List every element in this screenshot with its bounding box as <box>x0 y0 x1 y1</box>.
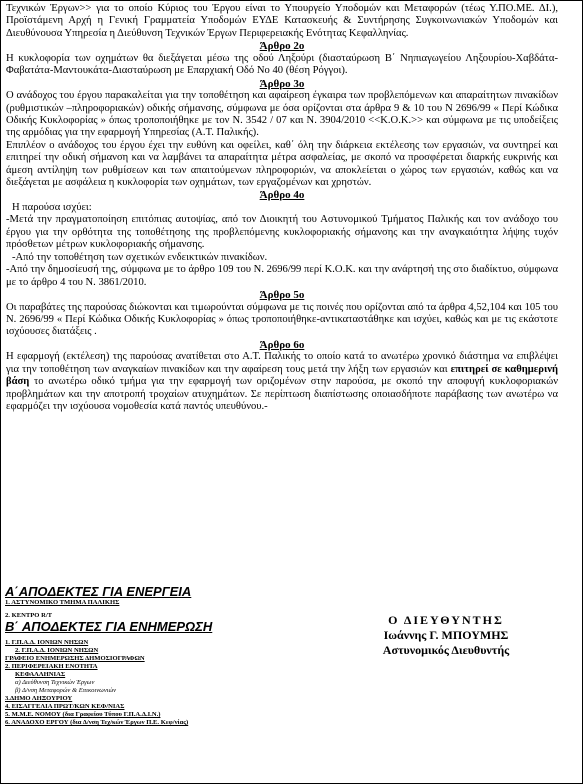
energy-recipients-title: Α΄ΑΠΟΔΕΚΤΕΣ ΓΙΑ ΕΝΕΡΓΕΙΑ <box>5 584 192 599</box>
info-recipient: 6. ΑΝΑΔΟΧΟ ΕΡΓΟΥ (δια Δ/νση Τεχ/κών Έργων Π.Ε. Κεφ/νίας) <box>5 719 189 726</box>
article-5-text: Οι παραβάτες της παρούσας διώκονται και τιμωρούνται σύμφωνα με τις ποινές που ορίζονται από τα άρθρα 4,52,104 και 105 του Ν. 2696/99 « Περί Κώδικα Οδικής Κυκλοφορίας » όπως τροποποιήθηκε-αντικαταστάθηκε και ισχύει, καθώς και με τις εκάστοτε ισχύουσες διατάξεις . <box>6 301 558 338</box>
article-4-item-1: -Μετά την πραγματοποίηση επιτόπιας αυτοψίας, από τον Διοικητή του Αστυνομικού Τμήματος Παλικής και τον ανάδοχο του έργου για την ορθότητα της τοποθέτησης της προβλεπόμενης κυκλοφοριακής σήμανσης και την αναγκαιότητα λήψης τυχόν πρόσθετων μέτρων κυκλοφοριακής σήμανσης. <box>6 214 558 251</box>
article-3-text-2: Επιπλέον ο ανάδοχος του έργου έχει την ευθύνη και οφείλει, καθ΄ όλη την διάρκεια εκτέλεσης των εργασιών, να συντηρεί και επιτηρεί την οδική σήμανση και να λαμβάνει τα απαραίτητα μέτρα ασφαλείας, με σκοπό να προσφέρεται διαρκής ευκρινής και άμεση αντίληψη των ρυθμίσεων και των απαιτούμενων πληροφοριών, να αποκλείεται ο χώρος των εργασιών, καθώς και να διεξάγεται με ασφάλεια η κυκλοφορία των οχημάτων, των εργαζομένων και χρηστών. <box>6 139 558 189</box>
article-3-text-1: Ο ανάδοχος του έργου παρακαλείται για την τοποθέτηση και αφαίρεση έγκαιρα των προβλεπόμενων και απαραίτητων πινακίδων (ρυθμιστικών –πληροφοριακών) οδικής σήμανσης, σύμφωνα με όσα ορίζονται στα άρθρα 9 & 10 του Ν 2696/99 « Περί Κώδικα Οδικής Κυκλοφορίας » όπως τροποποιήθηκε με τον Ν. 3542 / 07 και Ν. 3904/2010 <<Κ.Ο.Κ.>> και σύμφωνα με τις υποδείξεις της αρμόδιας για την εφαρμογή Υπηρεσίας (Α.Τ. Παλικής). <box>6 90 558 139</box>
info-recipient: 3.ΔΗΜΟ ΛΗΞΟΥΡΙΟΥ <box>5 695 73 702</box>
article-4-intro: Η παρούσα ισχύει: <box>12 202 92 214</box>
article-5-heading: Άρθρο 5ο <box>259 288 305 301</box>
intro-paragraph: Τεχνικών Έργων>> για το οποίο Κύριος του Έργου είναι το Υπουργείο Υποδομών και Μεταφορών (τέως Υ.ΠΟ.ΜΕ. ΔΙ.), Προϊστάμενη Αρχή η Γενική Γραμματεία Υποδομών ΕΥΔΕ Κατασκευής & Συντήρησης Συγκοινωνιακών Υποδομών και Διευθύνουσα Υπηρεσία η Διεύθυνση Τεχνικών Έργων Περιφερειακής Ενότητας Κεφαλληνίας. <box>6 3 558 39</box>
article-6-text-a: Η εφαρμογή (εκτέλεση) της παρούσας ανατίθεται στο Α.Τ. Παλικής το οποίο κατά το ανωτέρω χρονικό διάστημα να επιβλέψει για την τοποθέτηση των αναγκαίων πινακίδων και την αφαίρεση τους μετά την λήξη των εργασιών και <box>6 351 558 375</box>
article-4-item-3: -Από την δημοσίευσή της, σύμφωνα με το άρθρο 109 του Ν. 2696/99 περί Κ.Ο.Κ. και την ανάρτησή της στο διαδίκτυο, σύμφωνα με το άρθρο 4 του Ν. 3861/2010. <box>6 264 558 288</box>
info-recipient: 2. Γ.Π.Α.Δ. ΙΟΝΙΩΝ ΝΗΣΩΝ <box>15 647 99 654</box>
energy-recipient: 1. ΑΣΤΥΝΟΜΙΚΟ ΤΜΗΜΑ ΠΑΛΙΚΗΣ <box>5 599 120 606</box>
info-recipient: 2. ΠΕΡΙΦΕΡΕΙΑΚΗ ΕΝΟΤΗΤΑ <box>5 663 98 670</box>
article-4-heading: Άρθρο 4ο <box>259 189 305 202</box>
recipients-block <box>5 585 305 727</box>
article-3-heading: Άρθρο 3ο <box>259 77 305 90</box>
article-2-heading: Άρθρο 2ο <box>259 40 305 53</box>
info-recipients-title: Β΄ ΑΠΟΔΕΚΤΕΣ ΓΙΑ ΕΝΗΜΕΡΩΣΗ <box>5 619 213 634</box>
info-recipient: β) Δ/νση Μεταφορών & Επικοινωνιών <box>15 687 117 694</box>
signature-title: Ο ΔΙΕΥΘΥΝΤΗΣ <box>388 613 504 627</box>
info-recipient: 5. Μ.Μ.Ε. ΝΟΜΟΥ (δια Γραφείου Τύπου Γ.Π.Α.Δ.Ι.Ν.) <box>5 711 161 718</box>
signature-name: Ιωάννης Γ. ΜΠΟΥΜΗΣ <box>383 628 509 642</box>
article-6-heading: Άρθρο 6ο <box>259 338 305 351</box>
info-recipient: α) Διεύθυνση Τεχνικών Έργων <box>15 679 95 686</box>
signature-block <box>331 613 561 658</box>
info-recipient: 4. ΕΙΣΑΓΓΕΛΙΑ ΠΡΩΤ/ΚΩΝ ΚΕΦ/ΝΙΑΣ <box>5 703 125 710</box>
article-6-text <box>6 351 558 413</box>
signature-role: Αστυνομικός Διευθυντής <box>382 643 510 657</box>
info-recipient: 1. Γ.Π.Α.Δ. ΙΟΝΙΩΝ ΝΗΣΩΝ <box>5 639 89 646</box>
article-2-text: Η κυκλοφορία των οχημάτων θα διεξάγεται μέσω της οδού Ληξούρι (διασταύρωση Β΄ Νηπιαγωγείου Ληξουρίου-Χαβδάτα- Φαβατάτα-Μαντουκάτα-Διασταύρωση με Επαρχιακή Οδό Νο 40 (θέση Ρόγγοι). <box>6 52 558 77</box>
info-recipient: ΓΡΑΦΕΙΟ ΕΝΗΜΕΡΩΣΗΣ ΔΗΜΟΣΙΟΓΡΑΦΩΝ <box>5 655 145 662</box>
info-recipient: ΚΕΦΑΛΛΗΝΙΑΣ <box>15 671 66 678</box>
article-4-item-2: -Από την τοποθέτηση των σχετικών ενδεικτικών πινακίδων. <box>12 251 268 263</box>
document-body <box>6 3 558 413</box>
energy-recipient: 2. ΚΕΝΤΡΟ R/T <box>5 612 53 619</box>
article-6-text-b: το ανωτέρω οδικό τμήμα για την εφαρμογή των οριζομένων στην παρούσα, με σκοπό την αποφυγή κυκλοφοριακών προβλημάτων και την αποτροπή τροχαίων ατυχημάτων. Σε περίπτωση διαπίστωσης οποιασδήποτε παράβασης των ανωτέρω να εφαρμόζει την ισχύουσα νομοθεσία κατά παντός υπευθύνου.- <box>6 376 558 412</box>
article-6-text-bold: επιτηρεί σε καθημερινή βάση <box>6 363 558 388</box>
